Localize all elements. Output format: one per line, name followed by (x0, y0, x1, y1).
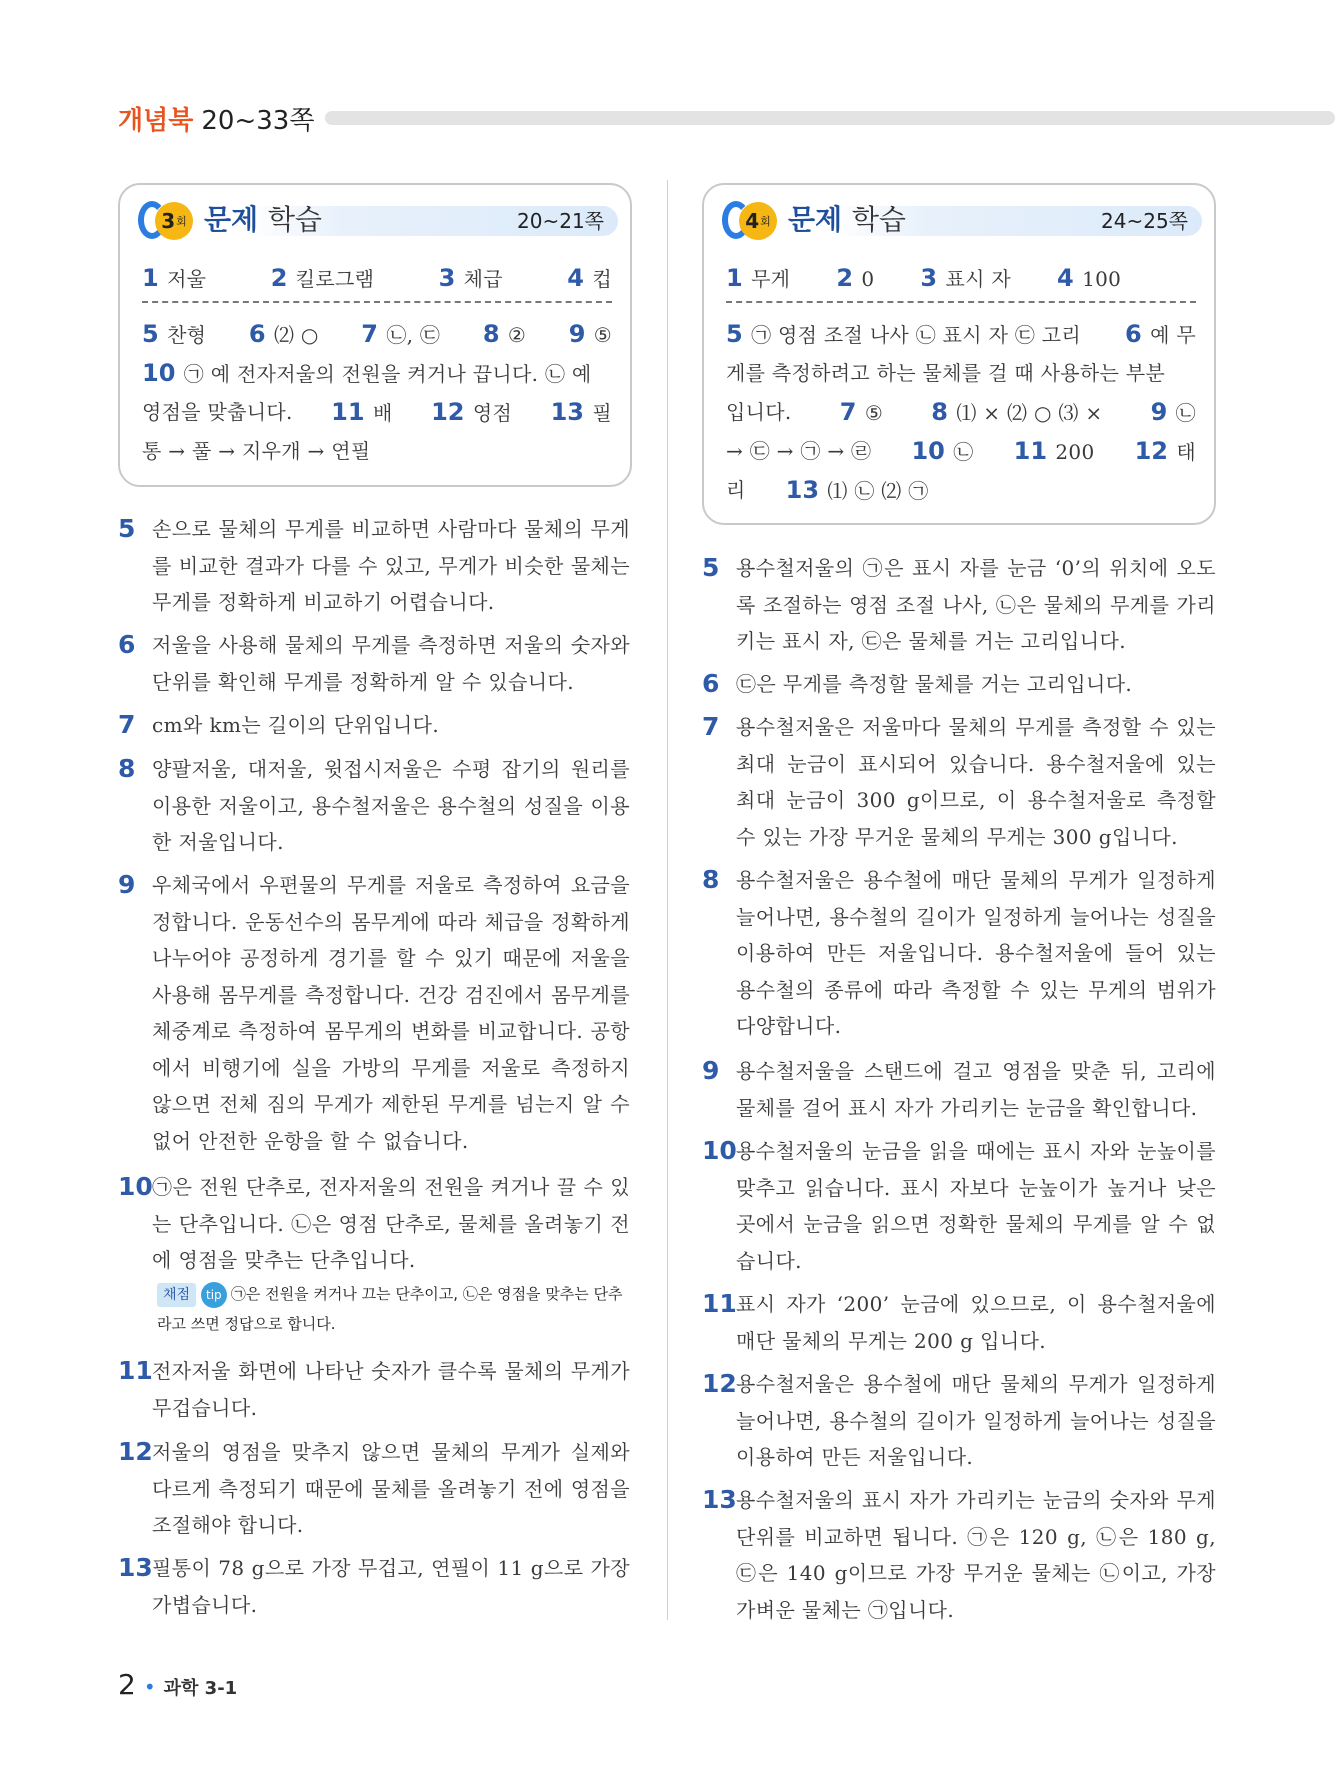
item-text: 용수철저울을 스탠드에 걸고 영점을 맞춘 뒤, 고리에 물체를 걸어 표시 자가 가리키는 눈금을 확인합니다. (736, 1059, 1216, 1120)
answer-number: 2 (270, 264, 296, 292)
box-title: 문제 학습 (204, 203, 322, 236)
answer-entry (726, 471, 746, 510)
dashed-divider (142, 301, 612, 303)
item-text: 용수철저울은 용수철에 매단 물체의 무게가 일정하게 늘어나면, 용수철의 길이가 일정하게 늘어나는 성질을 이용하여 만든 저울입니다. (736, 1372, 1216, 1469)
item-text: 용수철저울은 용수철에 매단 물체의 무게가 일정하게 늘어나면, 용수철의 길이가 일정하게 늘어나는 성질을 이용하여 만든 저울입니다. 용수철저울에 들어 있는 용수철의 종류에 따라 측정할 수 있는 무게의 범위가 다양합니다. (736, 868, 1216, 1038)
answer-number: 7 (839, 398, 865, 426)
item-number: 5 (118, 514, 136, 543)
answer-row (142, 259, 612, 298)
answer-text: 컵 (592, 267, 612, 291)
explanation-item (702, 1482, 1216, 1628)
answer-row (726, 315, 1196, 354)
answer-text: 예 무 (1150, 323, 1196, 347)
chapter-header (118, 100, 314, 136)
answer-entry (786, 471, 929, 510)
explanation-item (118, 707, 630, 744)
answer-number: 8 (482, 320, 508, 348)
explanation-item (702, 862, 1216, 1045)
answer-text: 200 (1055, 440, 1095, 464)
answer-entry (271, 259, 375, 298)
answer-entry (361, 315, 440, 354)
session4-box-header (722, 201, 1202, 239)
answer-text: 0 (861, 267, 875, 291)
answer-number: 11 (1013, 437, 1056, 465)
answer-entry (1014, 432, 1095, 471)
explanation-item (118, 1169, 630, 1279)
answer-number: 1 (142, 264, 168, 292)
item-number: 11 (118, 1356, 153, 1385)
item-number: 10 (702, 1136, 737, 1165)
item-text: 전자저울 화면에 나타난 숫자가 클수록 물체의 무게가 무겁습니다. (152, 1359, 630, 1420)
answer-text: 체급 (463, 267, 503, 291)
answer-text: 100 (1082, 267, 1122, 291)
answer-text: ⑵ ○ (273, 323, 319, 347)
item-number: 8 (702, 865, 720, 894)
item-text: 용수철저울의 표시 자가 가리키는 눈금의 숫자와 무게 단위를 비교하면 됩니다. ㉠은 120 g, ㉡은 180 g, ㉢은 140 g이므로 가장 무거운 물체는 ㉡이고, 가장 가벼운 물체는 ㉠입니다. (736, 1488, 1216, 1622)
answer-entry (567, 259, 612, 298)
item-text: 용수철저울은 저울마다 물체의 무게를 측정할 수 있는 최대 눈금이 표시되어 있습니다. 용수철저울에 있는 최대 눈금이 300 g이므로, 이 용수철저울로 측정할 수 있는 가장 무거운 물체의 무게는 300 g입니다. (736, 715, 1216, 849)
item-number: 6 (118, 630, 136, 659)
answer-number: 2 (836, 264, 862, 292)
answer-text: ⑤ (864, 401, 884, 425)
answer-text: 필 (592, 401, 612, 425)
answer-number: 12 (431, 398, 473, 426)
page-footer (118, 1668, 237, 1701)
item-text: 우체국에서 우편물의 무게를 저울로 측정하여 요금을 정합니다. 운동선수의 몸무게에 따라 체급을 정확하게 나누어야 공정하게 경기를 할 수 있기 때문에 저울을 사용해 몸무게를 측정합니다. 건강 검진에서 몸무게를 체중계로 측정하여 몸무게의 변화를 비교합니다. 공항에서 비행기에 실을 가방의 무게를 저울로 측정하지 않으면 전체 짐의 무게가 제한된 무게를 넘는지 알 수 없어 안전한 운항을 할 수 없습니다. (152, 873, 630, 1153)
tip-icon: tip (201, 1282, 227, 1308)
answer-row (726, 471, 1196, 510)
answer-entry (331, 393, 392, 432)
answer-number: 9 (1150, 398, 1176, 426)
explanation-item (702, 1053, 1216, 1126)
item-number: 9 (118, 870, 136, 899)
answer-text: 태 (1176, 440, 1196, 464)
answer-number: 5 (142, 320, 168, 348)
answer-entry (1125, 315, 1196, 354)
chapter-label: 개념북 (118, 105, 194, 136)
answer-number: 3 (920, 264, 946, 292)
explanation-item (118, 627, 630, 700)
answer-entry (726, 259, 790, 298)
tip-text: ㉠은 전원을 켜거나 끄는 단추이고, ㉡은 영점을 맞추는 단추라고 쓰면 정답으로 합니다. (157, 1285, 623, 1333)
session-number-badge: 4 회 (739, 202, 777, 240)
answer-text: 표시 자 (945, 267, 1011, 291)
answer-number: 4 (1057, 264, 1083, 292)
box-pages: 20~21쪽 (517, 209, 604, 233)
answer-entry (836, 259, 874, 298)
answer-number: 13 (550, 398, 593, 426)
explanation-item (118, 1353, 630, 1426)
answer-entry (726, 432, 871, 471)
item-text: 용수철저울의 ㉠은 표시 자를 눈금 ‘0’의 위치에 오도록 조절하는 영점 조절 나사, ㉡은 물체의 무게를 가리키는 표시 자, ㉢은 물체를 거는 고리입니다. (736, 556, 1216, 653)
explanation-item (702, 666, 1216, 703)
answer-number: 10 (911, 437, 954, 465)
answer-number: 1 (726, 264, 752, 292)
answer-number: 11 (331, 398, 373, 426)
answer-entry (569, 315, 612, 354)
answer-entry (551, 393, 612, 432)
answer-entry (142, 259, 206, 298)
answer-entry (142, 393, 293, 432)
item-text: ㉢은 무게를 측정할 물체를 거는 고리입니다. (736, 672, 1133, 696)
answer-entry (483, 315, 526, 354)
box-pages: 24~25쪽 (1101, 209, 1188, 233)
answer-row (142, 315, 612, 354)
answer-entry (439, 259, 503, 298)
item-number: 13 (702, 1485, 737, 1514)
bullet-icon: • (143, 1675, 156, 1699)
answer-entry (931, 393, 1102, 432)
answer-row (726, 259, 1196, 298)
item-number: 12 (118, 1437, 153, 1466)
answer-text: 배 (372, 401, 393, 425)
session-number-badge: 3 회 (155, 202, 193, 240)
answer-entry (142, 432, 370, 470)
item-number: 7 (118, 710, 136, 739)
explanation-item (118, 1434, 630, 1544)
item-text: 저울의 영점을 맞추지 않으면 물체의 무게가 실제와 다르게 측정되기 때문에 물체를 올려놓기 전에 영점을 조절해야 합니다. (152, 1440, 630, 1537)
item-text: 표시 자가 ‘200’ 눈금에 있으므로, 이 용수철저울에 매단 물체의 무게는 200 g 입니다. (736, 1292, 1216, 1353)
explanation-item (702, 1366, 1216, 1476)
answer-text: ㉡, ㉢ (386, 323, 441, 347)
answer-number: 7 (361, 320, 387, 348)
answer-entry (1151, 393, 1196, 432)
answer-number: 6 (248, 320, 274, 348)
answer-text: 영점 (472, 401, 513, 425)
answer-row (142, 354, 612, 393)
explanation-item (702, 550, 1216, 660)
answer-text: ㉡ (953, 440, 974, 464)
item-text: 양팔저울, 대저울, 윗접시저울은 수평 잡기의 원리를 이용한 저울이고, 용수철저울은 용수철의 성질을 이용한 저울입니다. (152, 757, 630, 854)
answer-text: 통 → 풀 → 지우개 → 연필 (142, 439, 371, 463)
explanation-item (702, 1133, 1216, 1279)
item-number: 10 (118, 1172, 153, 1201)
answer-text: ㉠ 영점 조절 나사 ㉡ 표시 자 ㉢ 고리 (751, 323, 1082, 347)
item-number: 13 (118, 1553, 153, 1582)
answer-text: ⑴ × ⑵ ○ ⑶ × (956, 401, 1103, 425)
chapter-range: 20~33쪽 (201, 105, 315, 136)
answer-entry (726, 354, 1165, 392)
dashed-divider (726, 301, 1196, 303)
answer-text: → ㉢ → ㉠ → ㉣ (726, 439, 872, 463)
item-text: ㉠은 전원 단추로, 전자저울의 전원을 켜거나 끌 수 있는 단추입니다. ㉡은 영점 단추로, 물체를 올려놓기 전에 영점을 맞추는 단추입니다. (152, 1175, 630, 1272)
answer-text: 저울 (167, 267, 207, 291)
item-number: 12 (702, 1369, 737, 1398)
answer-text: ② (507, 323, 527, 347)
page-number: 2 (118, 1668, 136, 1701)
explanation-item (702, 1286, 1216, 1359)
answer-entry (1057, 259, 1121, 298)
answer-text: 영점을 맞춥니다. (142, 400, 293, 424)
item-text: 필통이 78 g으로 가장 무겁고, 연필이 11 g으로 가장 가볍습니다. (152, 1556, 630, 1617)
box-title: 문제 학습 (788, 203, 906, 236)
subject-label: 과학 3-1 (163, 1678, 238, 1699)
answer-text: 리 (726, 478, 746, 502)
answer-entry (911, 432, 973, 471)
explanation-item (118, 1550, 630, 1623)
item-number: 6 (702, 669, 720, 698)
item-number: 5 (702, 553, 720, 582)
answer-number: 3 (438, 264, 464, 292)
session3-answer-box (118, 183, 632, 487)
answer-entry (726, 315, 1081, 354)
answer-text: 입니다. (726, 400, 792, 424)
answer-text: 킬로그램 (295, 267, 375, 291)
item-text: 손으로 물체의 무게를 비교하면 사람마다 물체의 무게를 비교한 결과가 다를 수 있고, 무게가 비슷한 물체는 무게를 정확하게 비교하기 어렵습니다. (152, 517, 630, 614)
answer-number: 10 (142, 359, 184, 387)
answer-number: 12 (1134, 437, 1177, 465)
item-text: 저울을 사용해 물체의 무게를 측정하면 저울의 숫자와 단위를 확인해 무게를 정확하게 알 수 있습니다. (152, 633, 630, 694)
answer-row (726, 393, 1196, 432)
answer-number: 8 (931, 398, 957, 426)
explanation-item (702, 709, 1216, 855)
answer-number: 6 (1125, 320, 1151, 348)
answer-text: ⑴ ㉡ ⑵ ㉠ (827, 479, 929, 503)
answer-number: 5 (726, 320, 752, 348)
item-number: 11 (702, 1289, 737, 1318)
answer-entry (142, 315, 206, 354)
session3-box-header (138, 201, 618, 239)
column-divider (667, 180, 668, 1620)
answer-row (726, 432, 1196, 471)
explanation-item (118, 867, 630, 1159)
explanation-item (118, 751, 630, 861)
answer-row (142, 393, 612, 432)
answer-entry (142, 354, 592, 393)
answer-text: 게를 측정하려고 하는 물체를 걸 때 사용하는 부분 (726, 361, 1166, 385)
grading-badge: 채점 (157, 1283, 196, 1307)
grading-tip (157, 1279, 637, 1339)
answer-row (142, 432, 612, 470)
header-bar (325, 111, 1335, 125)
answer-entry (1135, 432, 1196, 471)
answer-number: 9 (568, 320, 594, 348)
answer-text: 무게 (751, 267, 791, 291)
answer-number: 4 (567, 264, 593, 292)
session4-answer-box (702, 183, 1216, 525)
item-number: 7 (702, 712, 720, 741)
answer-text: ㉡ (1175, 401, 1196, 425)
answer-text: ㉠ 예 전자저울의 전원을 켜거나 끕니다. ㉡ 예 (183, 362, 592, 386)
explanation-item (118, 511, 630, 621)
answer-number: 13 (785, 476, 828, 504)
answer-text: 찬형 (167, 323, 207, 347)
item-number: 9 (702, 1056, 720, 1085)
answer-entry (431, 393, 512, 432)
answer-entry (726, 393, 792, 432)
answer-entry (249, 315, 319, 354)
item-number: 8 (118, 754, 136, 783)
item-text: 용수철저울의 눈금을 읽을 때에는 표시 자와 눈높이를 맞추고 읽습니다. 표시 자보다 눈높이가 높거나 낮은 곳에서 눈금을 읽으면 정확한 물체의 무게를 알 수 없습니다. (736, 1139, 1216, 1273)
answer-entry (920, 259, 1011, 298)
answer-entry (840, 393, 883, 432)
item-text: cm와 km는 길이의 단위입니다. (152, 713, 440, 737)
answer-text: ⑤ (593, 323, 612, 347)
answer-row (726, 354, 1196, 392)
